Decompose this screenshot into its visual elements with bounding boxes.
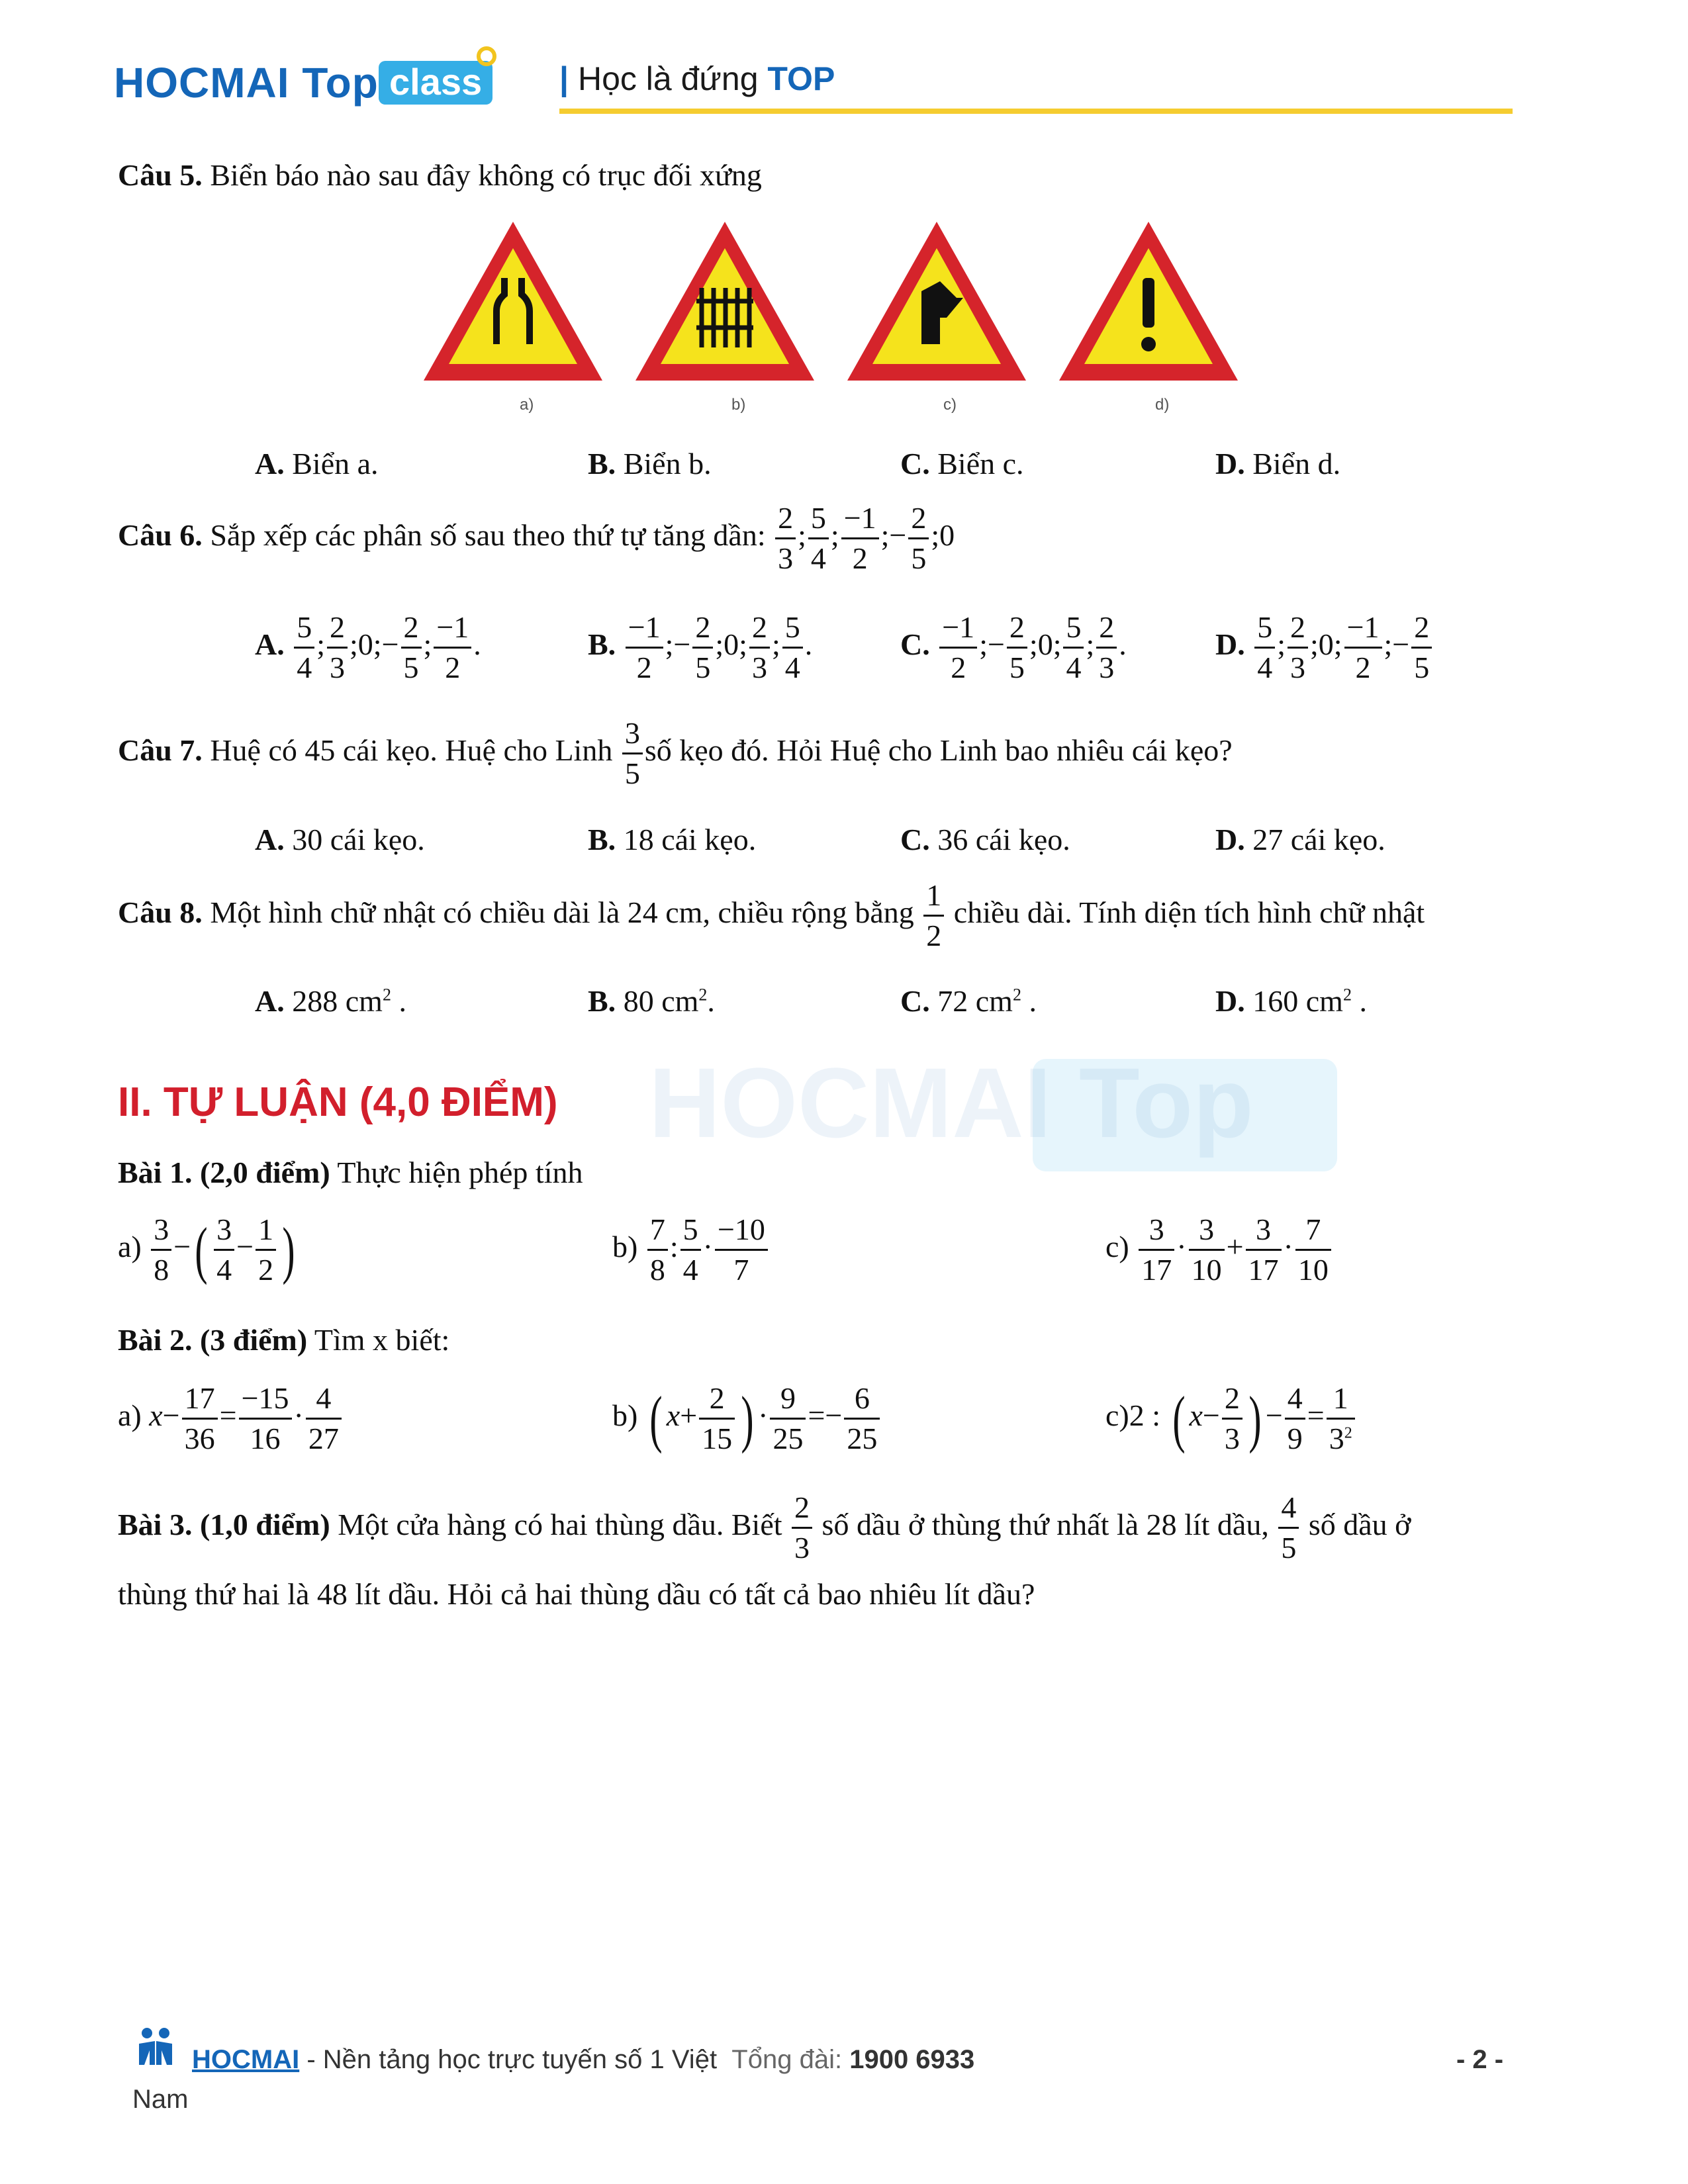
logo-class: class — [379, 61, 492, 105]
sign-label-d: d) — [1155, 396, 1170, 414]
q8-option-a: A. 288 $cm^2$ . — [255, 984, 406, 1018]
bai3-text: Bài 3. (1,0 điểm) Một cửa hàng có hai thùng dầu. Biết $\frac{2}{3}$ số dầu ở thùng thứ nhất là 28 lít dầu, $\frac{4}{5}$ số dầu ở — [118, 1490, 1411, 1565]
watermark-class-badge — [1033, 1059, 1337, 1171]
q5-option-c: C. Biển c. — [900, 447, 1024, 480]
q7-option-b: B. 18 cái kẹo. — [588, 823, 757, 856]
bai2-part-c: c)2 : ( x− $\frac{2}{3}$ ) − $\frac{4}{9}$ = $\frac{1}{3^2}$ — [1105, 1383, 1357, 1454]
sign-label-a: a) — [520, 396, 534, 414]
q8-text: Câu 8. Một hình chữ nhật có chiều dài là 24 cm, chiều rộng bằng $\frac{1}{2}$ chiều dài. Tính diện tích hình chữ nhật — [118, 878, 1425, 952]
q7-option-c: C. 36 cái kẹo. — [900, 823, 1070, 856]
q6-text: Câu 6. Sắp xếp các phân số sau theo thứ tự tăng dần: $\frac{2}{3}$ ; $\frac{5}{4}$ ; $\frac{-1}{2}$ ;− $\frac{2}{5}$ ;0 — [118, 501, 955, 575]
q7-option-a: A. 30 cái kẹo. — [255, 823, 425, 856]
bai1-text: Bài 1. (2,0 điểm) Thực hiện phép tính — [118, 1156, 583, 1189]
bai2-text: Bài 2. (3 điểm) Tìm x biết: — [118, 1323, 450, 1357]
bai1-part-c: c) $\frac{3}{17}$ · $\frac{3}{10}$ + $\frac{3}{17}$ · $\frac{7}{10}$ — [1105, 1214, 1333, 1285]
q8-option-d: D. 160 $cm^2$ . — [1215, 984, 1367, 1018]
header-divider — [559, 109, 1513, 114]
bai1-part-a: a) $\frac{3}{8}$ −( $\frac{3}{4}$ − $\frac{1}{2}$ ) — [118, 1212, 295, 1287]
q6-option-b: B. $\frac{-1}{2}$ ;− $\frac{2}{5}$ ;0; $\frac{2}{3}$ ; $\frac{5}{4}$ . — [588, 610, 813, 684]
footer-nam: Nam — [132, 2085, 189, 2114]
q8-option-b: B. 80 $cm^2$. — [588, 984, 715, 1018]
q5-text: Câu 5. Biển báo nào sau đây không có trục đối xứng — [118, 158, 762, 192]
footer-text: HOCMAI - Nền tảng học trực tuyến số 1 Việt Tổng đài: 1900 6933 — [192, 2045, 975, 2074]
q6-option-d: D. $\frac{5}{4}$ ; $\frac{2}{3}$ ;0; $\frac{-1}{2}$ ;− $\frac{2}{5}$ — [1215, 612, 1434, 683]
section-title: II. TỰ LUẬN (4,0 ĐIỂM) — [118, 1079, 558, 1125]
q5-option-d: D. Biển d. — [1215, 447, 1341, 480]
traffic-signs — [424, 218, 1264, 390]
logo-sun-icon — [477, 46, 496, 66]
bai2-part-b: b) ( x+ $\frac{2}{15}$ ) · $\frac{9}{25}$ =− $\frac{6}{25}$ — [612, 1383, 882, 1454]
page-number: - 2 - — [1456, 2045, 1504, 2074]
q7-option-d: D. 27 cái kẹo. — [1215, 823, 1385, 856]
sign-label-c: c) — [943, 396, 957, 414]
logo-hocmai: HOCMAI Top — [114, 59, 379, 107]
sign-label-b: b) — [731, 396, 746, 414]
q7-text: Câu 7. Huệ có 45 cái kẹo. Huệ cho Linh $\frac{3}{5}$ số kẹo đó. Hỏi Huệ cho Linh bao nhiêu cái kẹo? — [118, 716, 1233, 790]
bai1-part-b: b) $\frac{7}{8}$ : $\frac{5}{4}$ · $\frac{-10}{7}$ — [612, 1214, 770, 1285]
q6-option-a: A. $\frac{5}{4}$ ; $\frac{2}{3}$ ;0;− $\frac{2}{5}$ ; $\frac{-1}{2}$ . — [255, 610, 481, 684]
watermark: HOCMAI Top — [649, 1047, 1254, 1158]
tagline: | Học là đứng TOP — [559, 60, 835, 97]
q5-option-a: A. Biển a. — [255, 447, 379, 480]
q5-option-b: B. Biển b. — [588, 447, 712, 480]
sign-c-side-road-icon — [847, 222, 1026, 381]
sign-a-narrow-road-icon — [424, 222, 602, 381]
sign-b-railway-gate-icon — [635, 222, 814, 381]
sign-d-warning-icon — [1059, 222, 1238, 381]
bai3-text-line2: thùng thứ hai là 48 lít dầu. Hỏi cả hai thùng dầu có tất cả bao nhiêu lít dầu? — [118, 1577, 1035, 1611]
q8-option-c: C. 72 $cm^2$ . — [900, 984, 1037, 1018]
bai2-part-a: a) x− $\frac{17}{36}$ = $\frac{-15}{16}$ · $\frac{4}{27}$ — [118, 1383, 344, 1454]
q6-option-c: C. $\frac{-1}{2}$ ;− $\frac{2}{5}$ ;0; $\frac{5}{4}$ ; $\frac{2}{3}$ . — [900, 610, 1127, 684]
